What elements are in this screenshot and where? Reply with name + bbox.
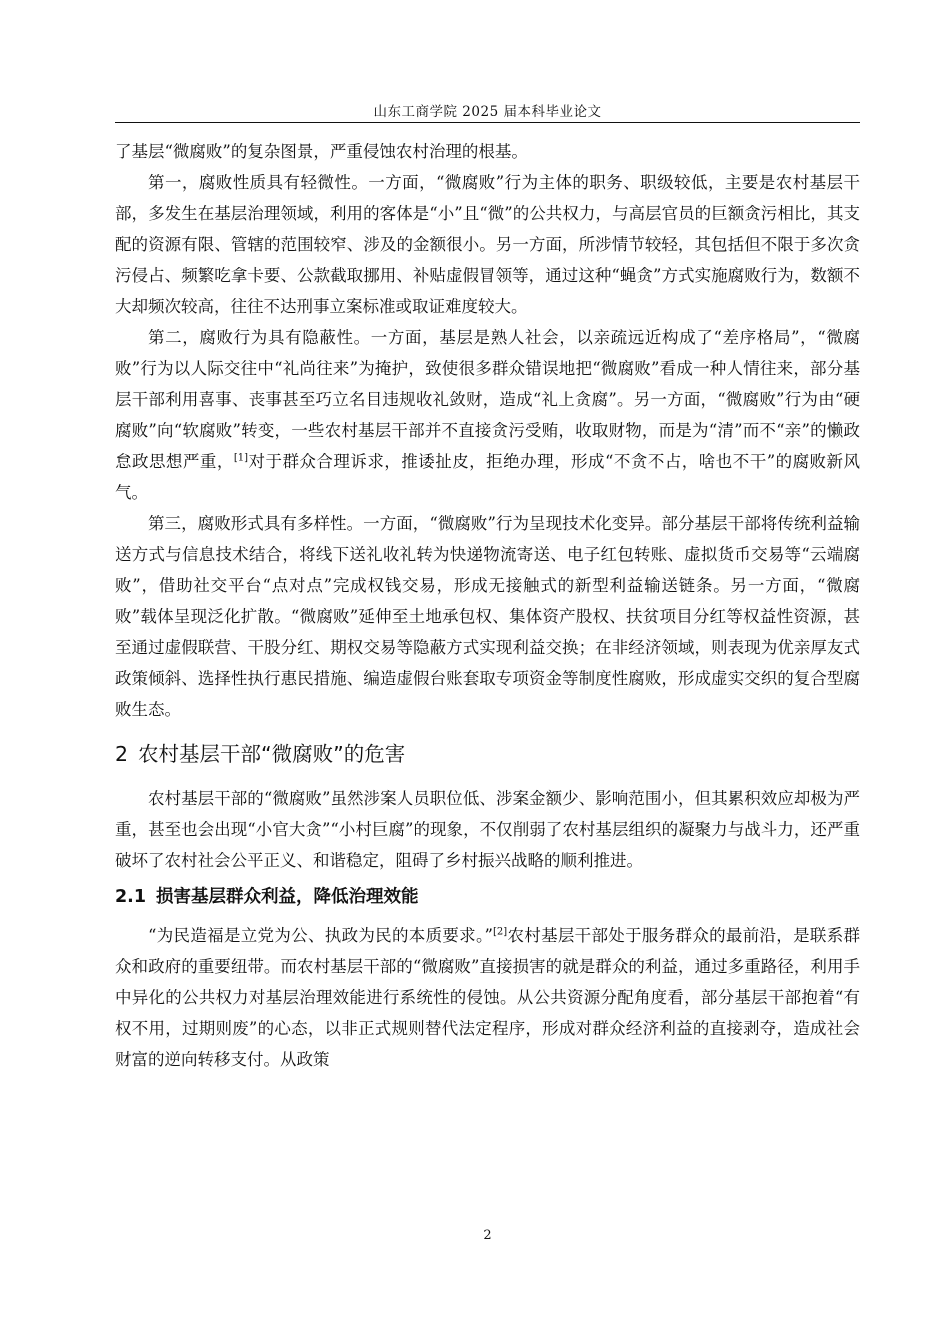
subsection-2-1-text: 农村基层干部处于服务群众的最前沿，是联系群众和政府的重要纽带。而农村基层干部的“微腐败”直接损害的就是群众的利益，通过多重路径，利用手中异化的公共权力对基层治理效能进行系统性的侵蚀。从公共资源分配角度看，部分基层干部抱着“有权不用，过期则废”的心态，以非正式规则替代法定程序，形成对群众经济利益的直接剥夺，造成社会财富的逆向转移支付。从政策 [115,926,861,1069]
paragraph-continuation: 了基层“微腐败”的复杂图景，严重侵蚀农村治理的根基。 [115,142,528,161]
header-rule [115,122,860,123]
section-number: 2 [115,742,129,766]
subsection-title: 损害基层群众利益，降低治理效能 [156,887,419,907]
subsection-number: 2.1 [115,887,147,907]
citation-2: [2] [492,926,508,938]
section-2-intro: 农村基层干部的“微腐败”虽然涉案人员职位低、涉案金额少、影响范围小，但其累积效应却极为严重，甚至也会出现“小官大贪”“小村巨腐”的现象，不仅削弱了农村基层组织的凝聚力与战斗力，还严重破坏了农村社会公平正义、和谐稳定，阻碍了乡村振兴战略的顺利推进。 [115,789,860,870]
citation-1: [1] [233,452,249,464]
page-number: 2 [483,1228,492,1243]
quote-text: “为民造福是立党为公、执政为民的本质要求。” [148,926,493,945]
paragraph-first-point: 第一，腐败性质具有轻微性。一方面，“微腐败”行为主体的职务、职级较低，主要是农村基层干部，多发生在基层治理领域，利用的客体是“小”且“微”的公共权力，与高层官员的巨额贪污相比，其支配的资源有限、管辖的范围较窄、涉及的金额很小。另一方面，所涉情节较轻，其包括但不限于多次贪污侵占、频繁吃拿卡要、公款截取挪用、补贴虚假冒领等，通过这种“蝇贪”方式实施腐败行为，数额不大却频次较高，往往不达刑事立案标准或取证难度较大。 [115,173,860,316]
section-title: 农村基层干部“微腐败”的危害 [138,742,406,766]
paragraph-third-point: 第三，腐败形式具有多样性。一方面，“微腐败”行为呈现技术化变异。部分基层干部将传统利益输送方式与信息技术结合，将线下送礼收礼转为快递物流寄送、电子红包转账、虚拟货币交易等“云端腐败”，借助社交平台“点对点”完成权钱交易，形成无接触式的新型利益输送链条。另一方面，“微腐败”载体呈现泛化扩散。“微腐败”延伸至土地承包权、集体资产股权、扶贫项目分红等权益性资源，甚至通过虚假联营、干股分红、期权交易等隐蔽方式实现利益交换；在非经济领域，则表现为优亲厚友式政策倾斜、选择性执行惠民措施、编造虚假台账套取专项资金等制度性腐败，形成虚实交织的复合型腐败生态。 [115,514,860,719]
page-header: 山东工商学院 2025 届本科毕业论文 [373,104,602,120]
subsection-heading-2-1 [115,880,860,914]
section-heading-2 [115,735,860,773]
page-body [115,136,860,1075]
subsection-2-1-paragraph [115,920,860,1075]
paragraph-second-point [115,322,860,508]
paragraph-second-point-text-a: 第二，腐败行为具有隐蔽性。一方面，基层是熟人社会，以亲疏远近构成了“差序格局”，“微腐败”行为以人际交往中“礼尚往来”为掩护，致使很多群众错误地把“微腐败”看成一种人情往来，部分基层干部利用喜事、丧事甚至巧立名目违规收礼敛财，造成“礼上贪腐”。另一方面，“微腐败”行为由“硬腐败”向“软腐败”转变，一些农村基层干部并不直接贪污受贿，收取财物，而是为“清”而不“亲”的懒政怠政思想严重， [115,328,860,471]
paragraph-second-point-text-b: 对于群众合理诉求，推诿扯皮，拒绝办理，形成“不贪不占，啥也不干”的腐败新风气。 [115,452,861,502]
